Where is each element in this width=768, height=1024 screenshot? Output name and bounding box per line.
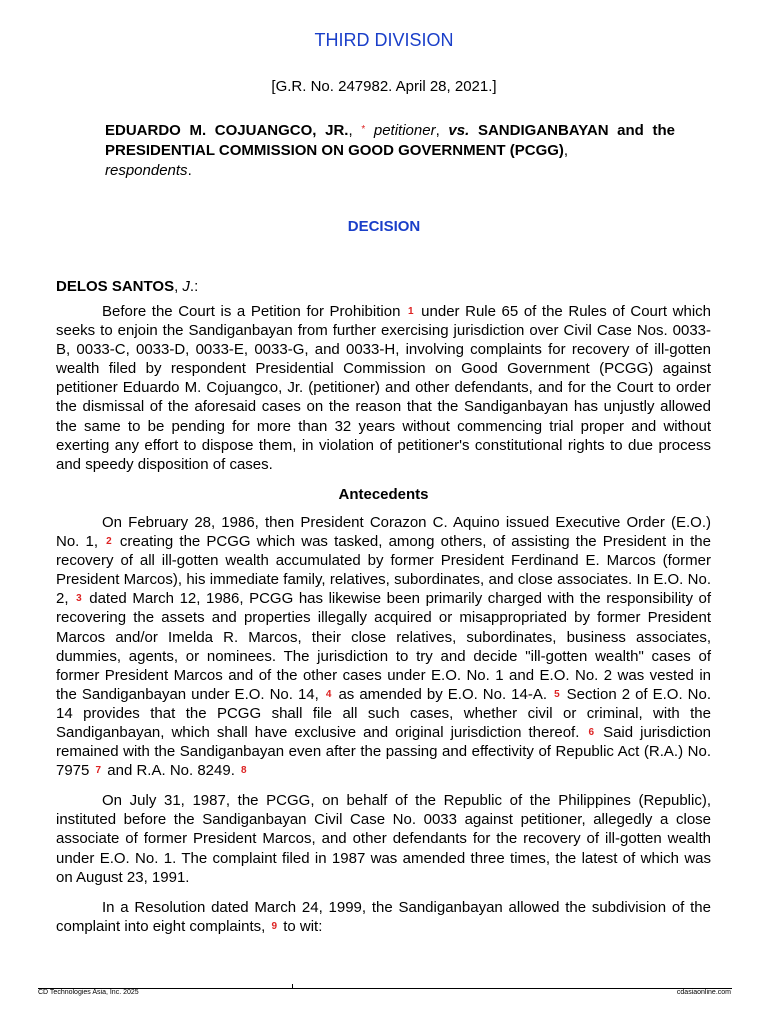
text-segment: creating the PCGG which was tasked, among others, of assisting the President in the recovery of all ill-gotten wealth accumulated by former President Ferdinand E. Marcos (former President Marcos), his immediate family, relatives, subordinates, and close associates. In E.O. No. 2, <box>56 533 711 608</box>
footnote-1-link[interactable]: 1 <box>408 306 414 317</box>
text-segment: dated March 12, 1986, PCGG has likewise been primarily charged with the responsibility of recovering the assets and properties illegally acquired or misappropriated by former President Marcos and/or Imelda R. Marcos, their close relatives, subordinates, business associates, dummies, agents, or nominees. The jurisdiction to try and decide "ill-gotten wealth" cases of former President Marcos and of the other cases under E.O. No. 1 and E.O. No. 2 was vested in the Sandiganbayan under E.O. No. 14, <box>56 590 712 703</box>
footer-copyright: CD Technologies Asia, Inc. 2025 <box>38 989 139 996</box>
respondents-name: SANDIGANBAYAN and the PRESIDENTIAL COMMISSION ON GOOD GOVERNMENT (PCGG) <box>105 122 675 159</box>
text-segment: Before the Court is a Petition for Prohibition <box>102 303 401 320</box>
ponente-title: J <box>182 278 190 295</box>
footnote-6-link[interactable]: 6 <box>588 726 594 738</box>
case-number: [G.R. No. 247982. April 28, 2021.] <box>271 78 497 95</box>
text-segment: Said jurisdiction remained with the Sandiganbayan even after the passing and effectivity of Republic Act (R.A.) No. 7975 <box>56 723 711 780</box>
decision-title: DECISION <box>347 218 421 235</box>
paragraph-3: On July 31, 1987, the PCGG, on behalf of the Republic of the Philippines (Republic), instituted before the Sandiganbayan Civil Case No. 0033 against petitioner, allegedly a close associate of former President Marcos, and other defendants for the recovery of ill-gotten wealth under E.O. No. 1. The complaint filed in 1987 was amended three times, the latest of which was on August 23, 1991. <box>56 792 711 886</box>
ponente: DELOS SANTOS, J.: <box>56 278 199 295</box>
text-segment: under Rule 65 of the Rules of Court which seeks to enjoin the Sandiganbayan from further exercising jurisdiction over Civil Case Nos. 0033-B, 0033-C, 0033-D, 0033-E, 0033-G, and 0033-H, involving complaints for recovery of ill-gotten wealth filed by respondent Presidential Commission on Good Government (PCGG) against petitioner Eduardo M. Cojuangco, Jr. (petitioner) and other defendants, and for the Court to order the dismissal of the aforesaid cases on the reason that the Sandiganbayan has unjustly allowed the same to be pending for more than 32 years without commencing trial proper and without exerting any effort to dispose them, in violation of petitioner's constitutional rights to due process and speedy disposition of cases. <box>56 303 711 473</box>
division-heading: THIRD DIVISION <box>314 30 454 50</box>
footnote-2-link[interactable]: 2 <box>106 536 112 548</box>
respondents-label: respondents <box>105 162 188 179</box>
footnote-8-link[interactable]: 8 <box>241 765 247 777</box>
petitioner-label: petitioner <box>373 122 436 139</box>
text-segment: to wit: <box>283 917 323 935</box>
decision-body <box>56 302 711 936</box>
paragraph-2 <box>56 513 711 780</box>
ponente-name: DELOS SANTOS <box>56 278 175 295</box>
case-parties: EDUARDO M. COJUANGCO, JR., * petitioner, vs. SANDIGANBAYAN and the PRESIDENTIAL COMMISSION ON GOOD GOVERNMENT (PCGG), respondents. <box>105 122 675 179</box>
text-segment: On February 28, 1986, then President Corazon C. Aquino issued Executive Order (E.O.) No. 1, <box>56 513 711 551</box>
text-segment: as amended by E.O. No. 14-A. <box>338 685 548 703</box>
paragraph-1 <box>56 302 711 474</box>
footnote-star-link[interactable]: * <box>361 124 366 135</box>
antecedents-heading: Antecedents <box>338 485 429 503</box>
footer-divider <box>38 988 732 989</box>
footnote-5-link[interactable]: 5 <box>554 688 560 700</box>
footnote-4-link[interactable]: 4 <box>325 688 332 700</box>
text-segment: and R.A. No. 8249. <box>107 762 235 780</box>
text-segment: Section 2 of E.O. No. 14 provides that the PCGG shall file all such cases, whether civil or criminal, with the Sandiganbayan, which shall have exclusive and original jurisdiction thereof. <box>56 685 712 741</box>
petitioner-name: EDUARDO M. COJUANGCO, JR. <box>105 122 349 139</box>
text-segment: In a Resolution dated March 24, 1999, the Sandiganbayan allowed the subdivision of the complaint into eight complaints, <box>56 898 711 935</box>
footnote-7-link[interactable]: 7 <box>95 765 102 777</box>
footer-site: cdasiaonline.com <box>676 989 731 996</box>
paragraph-4 <box>56 898 711 936</box>
footnote-9-link[interactable]: 9 <box>271 920 278 932</box>
footnote-3-link[interactable]: 3 <box>76 593 82 605</box>
versus: vs. <box>448 122 470 139</box>
